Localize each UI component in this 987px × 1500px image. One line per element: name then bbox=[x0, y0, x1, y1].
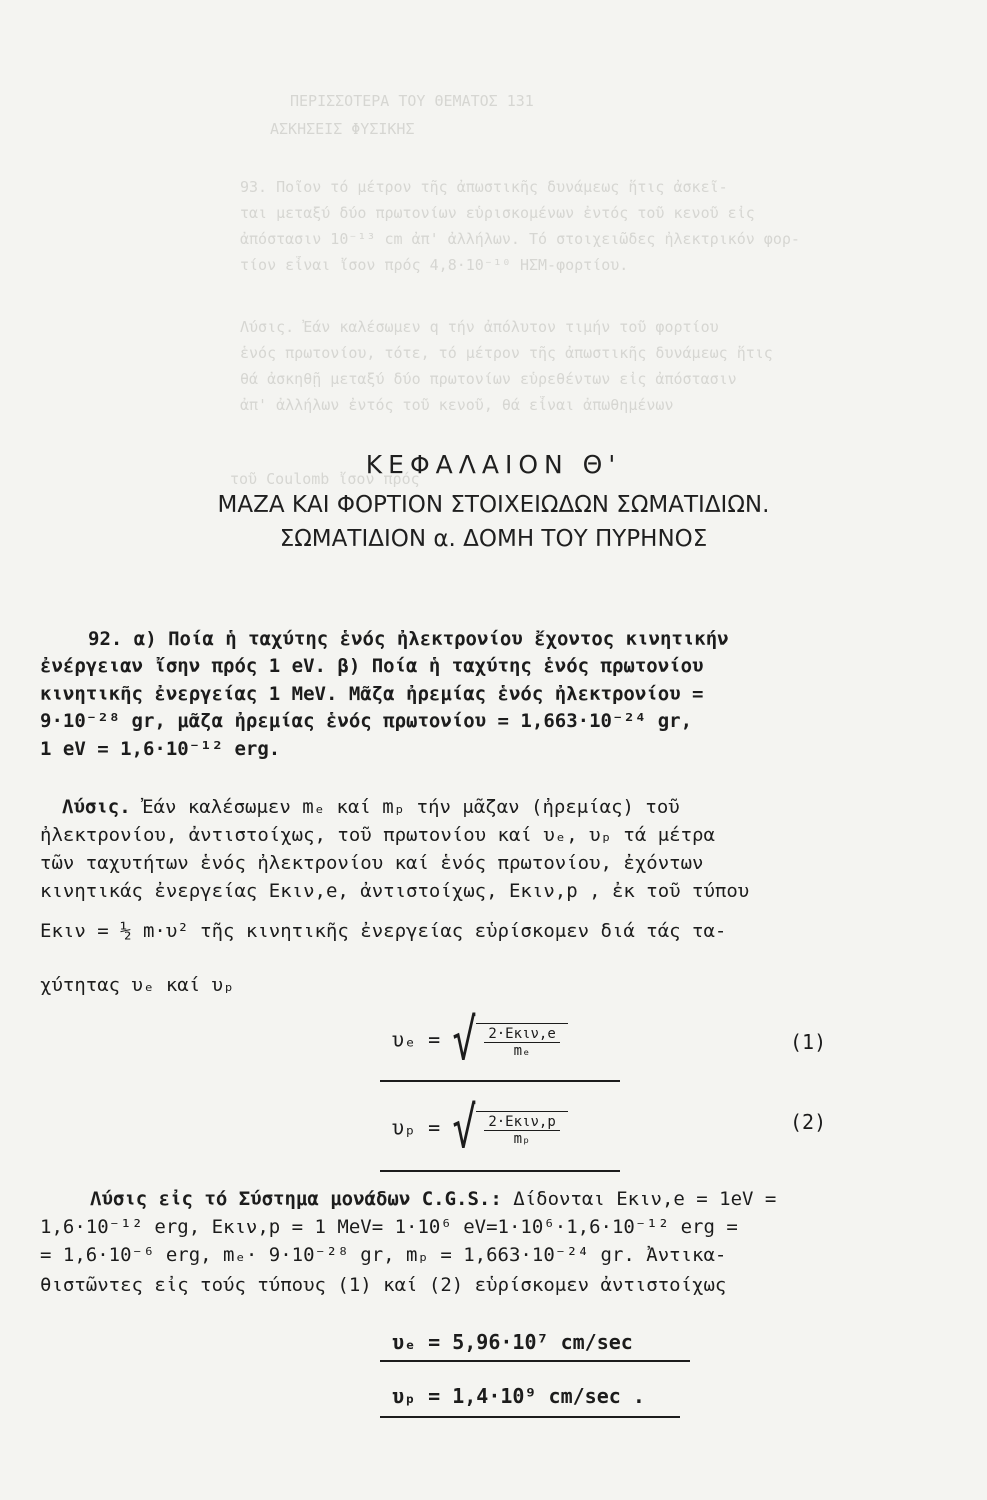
formula-2-numerator: 2·Eκιν,p bbox=[484, 1114, 559, 1131]
ghost-line: ἀπ' ἀλλήλων ἐντός τοῦ κενοῦ, θά εἶναι ἀπωθημένων bbox=[240, 396, 674, 414]
formula-1 bbox=[392, 1008, 568, 1074]
cgs-label: Λύσις εἰς τό Σύστημα μονάδων C.G.S.: bbox=[90, 1188, 502, 1210]
ghost-line: ΑΣΚΗΣΕΙΣ ΦΥΣΙΚΗΣ bbox=[270, 120, 415, 138]
result-electron-velocity: υₑ = 5,96·10⁷ cm/sec bbox=[392, 1330, 633, 1354]
problem-line: ἐνέργειαν ἴσην πρός 1 eV. β) Ποία ἡ ταχύτης ἑνός πρωτονίου bbox=[40, 655, 704, 677]
solution-text: Ἐάν καλέσωμεν mₑ καί mₚ τήν μᾶζαν (ἠρεμίας) τοῦ bbox=[142, 796, 680, 818]
chapter-title-line2: ΣΩΜΑΤΙΔΙΟΝ α. ΔΟΜΗ ΤΟΥ ΠΥΡΗΝΟΣ bbox=[279, 526, 708, 552]
result-1-underline bbox=[380, 1360, 690, 1362]
ghost-line: θά ἀσκηθῇ μεταξύ δύο πρωτονίων εὑρεθέντων εἰς ἀπόστασιν bbox=[240, 370, 737, 388]
ghost-line: ἀπόστασιν 10⁻¹³ cm ἀπ' ἀλλήλων. Τό στοιχειῶδες ἠλεκτρικόν φορ- bbox=[240, 230, 800, 248]
radical-icon: √ bbox=[452, 1096, 477, 1162]
ghost-line: Λύσις. Ἐάν καλέσωμεν q τήν ἀπόλυτον τιμήν τοῦ φορτίου bbox=[240, 318, 719, 336]
cgs-line: = 1,6·10⁻⁶ erg, mₑ· 9·10⁻²⁸ gr, mₚ = 1,663·10⁻²⁴ gr. Ἀντικα- bbox=[40, 1244, 727, 1266]
cgs-line: θιστῶντες εἰς τούς τύπους (1) καί (2) εὑρίσκομεν ἀντιστοίχως bbox=[40, 1274, 727, 1296]
formula-2 bbox=[392, 1096, 568, 1162]
cgs-line bbox=[90, 1188, 930, 1210]
ghost-line: 93. Ποῖον τό μέτρον τῆς ἀπωστικῆς δυνάμεως ἥτις ἀσκεῖ- bbox=[240, 178, 728, 196]
formula-1-underline bbox=[380, 1080, 620, 1082]
problem-number: 92. bbox=[88, 628, 123, 650]
solution-line: Eκιν = ½ m·υ² τῆς κινητικῆς ἐνεργείας εὑρίσκομεν διά τάς τα- bbox=[40, 920, 727, 942]
result-proton-velocity: υₚ = 1,4·10⁹ cm/sec . bbox=[392, 1384, 645, 1408]
solution-line: τῶν ταχυτήτων ἑνός ἠλεκτρονίου καί ἑνός πρωτονίου, ἐχόντων bbox=[40, 852, 704, 874]
equation-number-2: (2) bbox=[790, 1110, 827, 1134]
problem-text: α) Ποία ἡ ταχύτης ἑνός ἠλεκτρονίου ἔχοντος κινητικήν bbox=[133, 628, 729, 650]
solution-label: Λύσις. bbox=[62, 796, 131, 818]
formula-1-radicand bbox=[476, 1023, 567, 1059]
equation-number-1: (1) bbox=[790, 1030, 827, 1054]
solution-line: ἠλεκτρονίου, ἀντιστοίχως, τοῦ πρωτονίου καί υₑ, υₚ τά μέτρα bbox=[40, 824, 715, 846]
problem-line: κινητικῆς ἐνεργείας 1 MeV. Μᾶζα ἠρεμίας ἑνός ἠλεκτρονίου = bbox=[40, 683, 704, 705]
solution-line bbox=[62, 796, 922, 818]
chapter-heading: ΚΕΦΑΛΑΙΟΝ Θ' bbox=[365, 450, 622, 479]
chapter-title-line1: ΜΑΖΑ ΚΑΙ ΦΟΡΤΙΟΝ ΣΤΟΙΧΕΙΩΔΩΝ ΣΩΜΑΤΙΔΙΩΝ. bbox=[217, 492, 770, 518]
ghost-line: τίον εἶναι ἴσον πρός 4,8·10⁻¹⁰ ΗΣΜ-φορτίου. bbox=[240, 256, 629, 274]
formula-2-lhs: υₚ = bbox=[392, 1115, 441, 1140]
formula-1-numerator: 2·Eκιν,e bbox=[484, 1026, 559, 1043]
ghost-line: ται μεταξύ δύο πρωτονίων εὑρισκομένων ἐντός τοῦ κενοῦ εἰς bbox=[240, 204, 755, 222]
problem-line: 1 eV = 1,6·10⁻¹² erg. bbox=[40, 738, 281, 760]
radical-icon: √ bbox=[452, 1008, 477, 1074]
cgs-given: Δίδονται Eκιν,e = 1eV = bbox=[513, 1188, 777, 1210]
formula-2-denominator: mₚ bbox=[513, 1131, 531, 1147]
solution-line: κινητικάς ἐνεργείας Eκιν,e, ἀντιστοίχως, Eκιν,p , ἐκ τοῦ τύπου bbox=[40, 880, 750, 902]
formula-2-underline bbox=[380, 1170, 620, 1172]
problem-line: 9·10⁻²⁸ gr, μᾶζα ἠρεμίας ἑνός πρωτονίου = 1,663·10⁻²⁴ gr, bbox=[40, 710, 693, 732]
formula-2-radicand bbox=[476, 1111, 567, 1147]
ghost-line: ἑνός πρωτονίου, τότε, τό μέτρον τῆς ἀπωστικῆς δυνάμεως ἥτις bbox=[240, 344, 773, 362]
ghost-line: ΠΕΡΙΣΣΟΤΕΡΑ ΤΟΥ ΘΕΜΑΤΟΣ 131 bbox=[290, 92, 534, 110]
formula-1-denominator: mₑ bbox=[513, 1043, 531, 1059]
problem-line bbox=[88, 628, 918, 650]
result-2-underline bbox=[380, 1416, 680, 1418]
solution-line: χύτητας υₑ καί υₚ bbox=[40, 974, 235, 996]
cgs-line: 1,6·10⁻¹² erg, Eκιν,p = 1 MeV= 1·10⁶ eV=1·10⁶·1,6·10⁻¹² erg = bbox=[40, 1216, 738, 1238]
formula-1-lhs: υₑ = bbox=[392, 1027, 441, 1052]
ghost-line: τοῦ Coulomb ἴσον πρός bbox=[230, 470, 420, 488]
